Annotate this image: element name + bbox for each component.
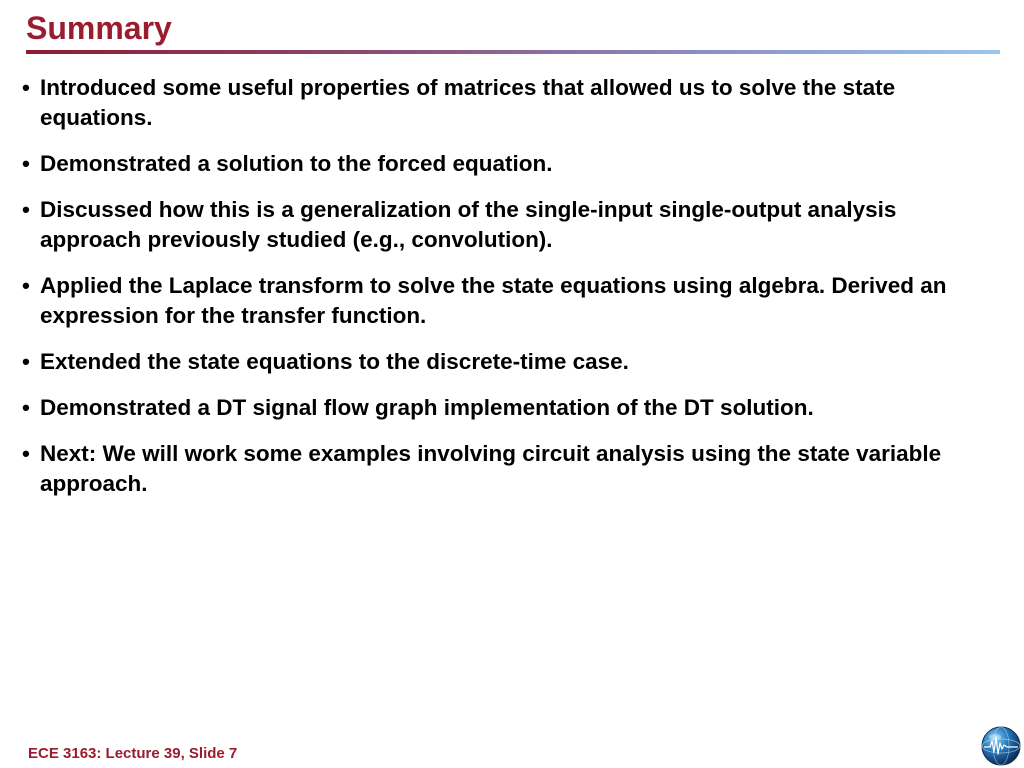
bullet-list (22, 73, 982, 515)
bullet-text: Applied the Laplace transform to solve the state equations using algebra. Derived an expression for the transfer function. (40, 273, 947, 328)
list-item (22, 393, 982, 423)
list-item (22, 271, 982, 331)
bullet-text: Demonstrated a DT signal flow graph implementation of the DT solution. (40, 395, 814, 420)
bullet-marker: • (22, 197, 30, 222)
bullet-text: Discussed how this is a generalization of the single-input single-output analysis approach previously studied (e.g., convolution). (40, 197, 897, 252)
bullet-marker: • (22, 395, 30, 420)
slide-title: Summary (26, 10, 172, 46)
title-underline-rule (26, 50, 1000, 54)
globe-logo-icon (980, 725, 1022, 767)
bullet-text: Introduced some useful properties of matrices that allowed us to solve the state equations. (40, 75, 896, 130)
slide-footer: ECE 3163: Lecture 39, Slide 7 (28, 745, 238, 762)
list-item (22, 73, 982, 133)
bullet-text: Extended the state equations to the discrete-time case. (40, 349, 629, 374)
list-item (22, 347, 982, 377)
list-item (22, 149, 982, 179)
bullet-text: Demonstrated a solution to the forced equation. (40, 151, 553, 176)
bullet-marker: • (22, 75, 30, 100)
bullet-marker: • (22, 349, 30, 374)
bullet-marker: • (22, 151, 30, 176)
list-item (22, 439, 982, 499)
bullet-marker: • (22, 441, 30, 466)
bullet-marker: • (22, 273, 30, 298)
bullet-text: Next: We will work some examples involving circuit analysis using the state variable approach. (40, 441, 942, 496)
list-item (22, 195, 982, 255)
